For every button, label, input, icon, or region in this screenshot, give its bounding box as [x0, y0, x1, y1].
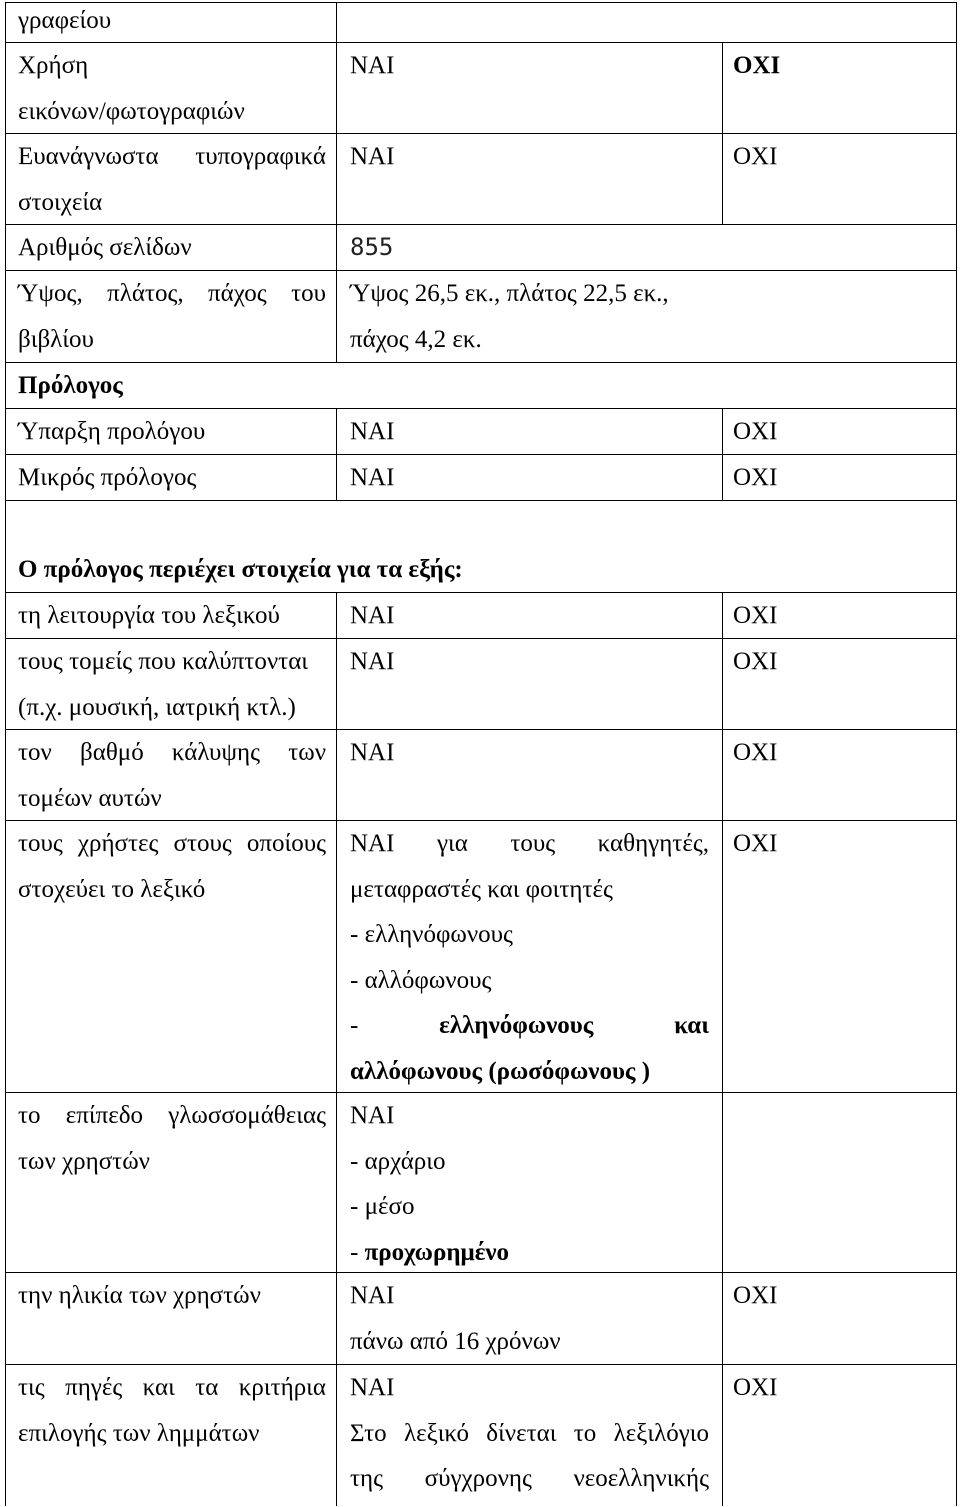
criterion-label: Αριθμός σελίδων — [18, 234, 192, 261]
yes-cell-readable-typography — [337, 134, 723, 225]
criterion-cell-target-users — [6, 821, 337, 1093]
criterion-label: τον βαθμό κάλυψης των — [18, 739, 326, 766]
no-cell-sources-criteria — [723, 1365, 957, 1506]
yes-cell-covered-fields — [337, 639, 723, 730]
list-dash: - — [350, 1238, 359, 1266]
combined-group-text: αλλόφωνους (ρωσόφωνους ) — [350, 1057, 651, 1085]
yes-cell-sources-criteria — [337, 1365, 723, 1506]
blank-line — [18, 501, 946, 547]
yes-cell-proficiency — [337, 1093, 723, 1273]
criterion-label: το επίπεδο γλωσσομάθειας — [18, 1102, 326, 1129]
criterion-cell-readable-typography — [6, 134, 337, 225]
criterion-label: τους χρήστες στους οποίους — [18, 830, 326, 857]
yes-detail-line — [350, 821, 709, 867]
detail-text: πάνω από 16 χρόνων — [350, 1327, 561, 1355]
yes-cell-images — [337, 43, 723, 134]
list-dash: - — [350, 1012, 359, 1039]
subsection-heading-cell — [6, 501, 957, 593]
no-value: ΟΧΙ — [733, 739, 778, 766]
detail-text: της σύγχρονης νεοελληνικής — [350, 1465, 709, 1492]
criterion-label: Μικρός πρόλογος — [18, 464, 197, 491]
dimensions-value: Ύψος 26,5 εκ., πλάτος 22,5 εκ., — [350, 280, 669, 307]
no-cell-short-prologue — [723, 455, 957, 501]
criterion-label: Ύπαρξη προλόγου — [18, 418, 206, 445]
criterion-label: τομέων αυτών — [18, 784, 162, 812]
no-cell-covered-fields — [723, 639, 957, 730]
no-cell-coverage-degree — [723, 730, 957, 821]
value-cell-dimensions — [337, 271, 957, 363]
yes-cell-user-age — [337, 1273, 723, 1365]
criterion-label: (π.χ. μουσική, ιατρική κτλ.) — [18, 693, 296, 721]
no-value: ΟΧΙ — [733, 1374, 778, 1401]
yes-cell-target-users — [337, 821, 723, 1093]
no-cell-images — [723, 43, 957, 134]
criterion-label: στοχεύει το λεξικό — [18, 875, 206, 903]
criterion-label: εικόνων/φωτογραφιών — [18, 97, 245, 125]
user-group-item: - ελληνόφωνους — [350, 921, 513, 948]
criterion-label: την ηλικία των χρηστών — [18, 1282, 261, 1309]
criterion-cell-covered-fields — [6, 639, 337, 730]
level-item: - μέσο — [350, 1193, 415, 1220]
combined-group-text: ελληνόφωνους και — [439, 1012, 709, 1039]
evaluation-table — [5, 2, 957, 1506]
criterion-label: των χρηστών — [18, 1147, 150, 1175]
detail-text: μεταφραστές και φοιτητές — [350, 875, 613, 903]
no-cell-dictionary-function — [723, 593, 957, 639]
criterion-cell-dictionary-function — [6, 593, 337, 639]
no-value: ΟΧΙ — [733, 464, 778, 491]
page-count-value: 855 — [350, 233, 394, 261]
criterion-cell-proficiency — [6, 1093, 337, 1273]
yes-cell-short-prologue — [337, 455, 723, 501]
criterion-label: τη λειτουργία του λεξικού — [18, 602, 280, 629]
yes-value: ΝΑΙ — [350, 1374, 395, 1401]
user-group-item: - αλλόφωνους — [350, 966, 492, 994]
dimensions-value: πάχος 4,2 εκ. — [350, 325, 482, 353]
no-cell-prologue-exists — [723, 409, 957, 455]
no-value: ΟΧΙ — [733, 1282, 778, 1309]
no-value: ΟΧΙ — [733, 143, 778, 170]
no-cell-proficiency — [723, 1093, 957, 1273]
yes-value: ΝΑΙ — [350, 52, 395, 79]
criterion-label: γραφείου — [18, 7, 112, 34]
criterion-label: επιλογής των λημμάτων — [18, 1419, 260, 1447]
criterion-cell-dimensions — [6, 271, 337, 363]
yes-value: ΝΑΙ — [350, 1102, 395, 1129]
criterion-cell-coverage-degree — [6, 730, 337, 821]
yes-cell-prologue-exists — [337, 409, 723, 455]
criterion-label: στοιχεία — [18, 188, 103, 216]
yes-value: ΝΑΙ — [350, 464, 395, 491]
no-cell-user-age — [723, 1273, 957, 1365]
level-item: - αρχάριο — [350, 1147, 446, 1175]
section-heading: Πρόλογος — [18, 372, 123, 399]
criterion-cell-prologue-exists — [6, 409, 337, 455]
criterion-cell-page-count — [6, 225, 337, 271]
level-item — [350, 1230, 709, 1274]
criterion-label: Ευανάγνωστα τυπογραφικά — [18, 143, 326, 170]
value-cell-page-count — [337, 225, 957, 271]
detail-text: για τους καθηγητές, — [436, 830, 709, 857]
no-cell-target-users — [723, 821, 957, 1093]
detail-text: Στο λεξικό δίνεται το λεξιλόγιο — [350, 1419, 709, 1447]
criterion-cell-user-age — [6, 1273, 337, 1365]
value-cell-office — [337, 3, 957, 43]
advanced-level-text: προχωρημένο — [364, 1238, 510, 1266]
no-cell-readable-typography — [723, 134, 957, 225]
yes-cell-dictionary-function — [337, 593, 723, 639]
criterion-label: Ύψος, πλάτος, πάχος του — [18, 280, 326, 307]
yes-value: ΝΑΙ — [350, 648, 395, 675]
criterion-cell-sources-criteria — [6, 1365, 337, 1506]
no-value: ΟΧΙ — [733, 418, 778, 445]
yes-value: ΝΑΙ — [350, 418, 395, 445]
section-heading-cell — [6, 363, 957, 409]
no-value: ΟΧΙ — [733, 648, 778, 675]
yes-value: ΝΑΙ — [350, 830, 395, 857]
yes-value: ΝΑΙ — [350, 739, 395, 766]
subsection-heading: Ο πρόλογος περιέχει στοιχεία για τα εξής: — [18, 555, 463, 583]
yes-cell-coverage-degree — [337, 730, 723, 821]
criterion-cell-short-prologue — [6, 455, 337, 501]
criterion-label: τους τομείς που καλύπτονται — [18, 648, 309, 675]
yes-value: ΝΑΙ — [350, 1282, 395, 1309]
criterion-label: τις πηγές και τα κριτήρια — [18, 1374, 326, 1401]
no-value: ΟΧΙ — [733, 830, 778, 857]
yes-value: ΝΑΙ — [350, 143, 395, 170]
criterion-label: βιβλίου — [18, 325, 94, 353]
criterion-label: Χρήση — [18, 52, 89, 79]
criterion-cell-office — [6, 3, 337, 43]
no-value: ΟΧΙ — [733, 602, 778, 629]
no-value: ΟΧΙ — [733, 52, 781, 79]
user-group-item — [350, 1003, 709, 1049]
yes-value: ΝΑΙ — [350, 602, 395, 629]
criterion-cell-images — [6, 43, 337, 134]
